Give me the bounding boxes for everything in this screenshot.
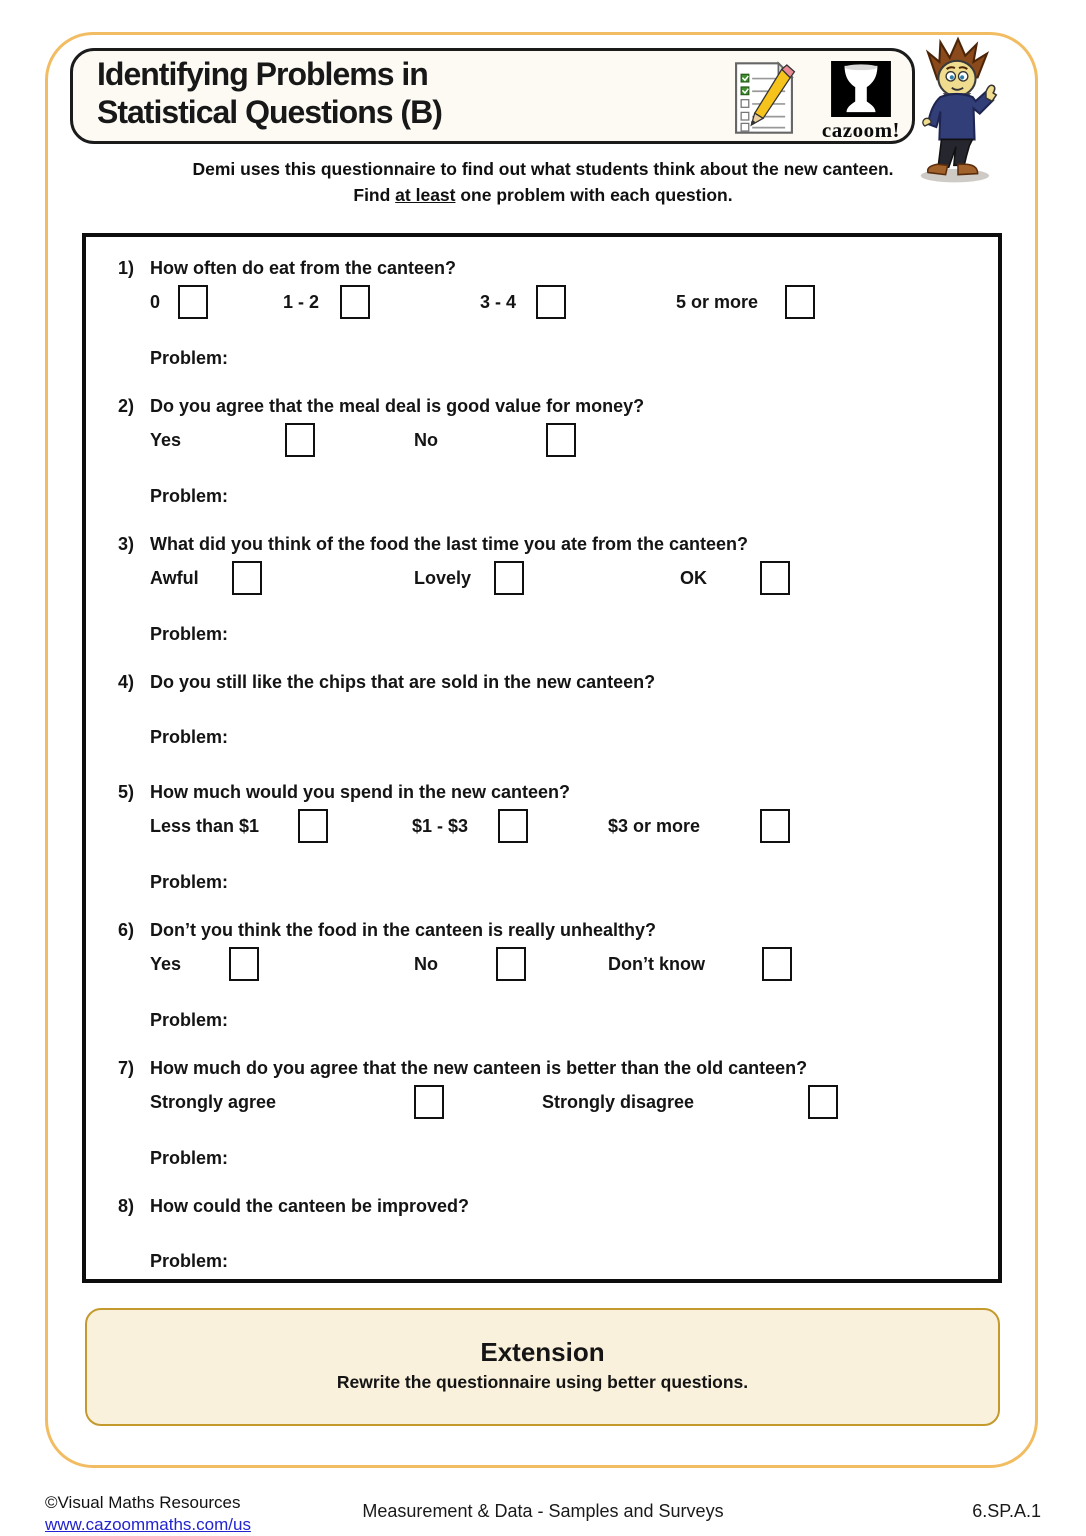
question-8: [118, 1196, 968, 1275]
problem-label: Problem:: [150, 1010, 229, 1030]
extension-text: Rewrite the questionnaire using better questions.: [336, 1372, 749, 1392]
problem-label: Problem:: [150, 624, 229, 644]
option-label: $1 - $3: [412, 816, 469, 836]
option-label: 3 - 4: [480, 292, 517, 312]
question-text: 5) How much would you spend in the new canteen?: [118, 782, 571, 802]
question-number: 1): [118, 258, 135, 278]
instructions-line1: Demi uses this questionnaire to find out what students think about the new canteen.: [192, 159, 894, 179]
option-label: 5 or more: [676, 292, 759, 312]
problem-label: Problem:: [150, 872, 229, 892]
option-checkbox[interactable]: [808, 1085, 838, 1119]
question-text: 3) What did you think of the food the last time you ate from the canteen?: [118, 534, 749, 554]
problem-label: Problem:: [150, 1148, 229, 1168]
page-title-line1: Identifying Problems in: [97, 56, 428, 92]
option-label: Less than $1: [150, 816, 260, 836]
option-checkbox[interactable]: [762, 947, 792, 981]
problem-label: Problem:: [150, 486, 229, 506]
problem-label: Problem:: [150, 348, 229, 368]
question-options: [150, 560, 968, 598]
option-label: Yes: [150, 954, 182, 974]
question-text: 2) Do you agree that the meal deal is good value for money?: [118, 396, 645, 416]
boy-thumbs-up-mascot-illustration: [906, 36, 1010, 186]
question-number: 4): [118, 672, 135, 692]
instructions-line2-underlined: at least: [395, 185, 456, 206]
question-options: [150, 284, 968, 322]
cazoom-drum-logo-icon: [830, 61, 892, 117]
problem-label: Problem:: [150, 727, 229, 747]
option-checkbox[interactable]: [498, 809, 528, 843]
option-checkbox[interactable]: [496, 947, 526, 981]
page-title-line2: Statistical Questions (B): [97, 93, 442, 130]
website-link[interactable]: www.cazoommaths.com/us: [45, 1515, 251, 1535]
question-text: 6) Don’t you think the food in the canteen is really unhealthy?: [118, 920, 657, 940]
option-label: Awful: [150, 568, 199, 588]
question-number: 8): [118, 1196, 135, 1216]
question-3: [118, 534, 968, 648]
title-banner: [70, 48, 915, 144]
extension-box: [85, 1308, 1000, 1426]
question-number: 5): [118, 782, 135, 802]
option-label: $3 or more: [608, 816, 701, 836]
question-6: [118, 920, 968, 1034]
option-checkbox[interactable]: [298, 809, 328, 843]
option-checkbox[interactable]: [229, 947, 259, 981]
option-label: No: [414, 430, 438, 450]
question-1: [118, 258, 968, 372]
standard-code: 6.SP.A.1: [972, 1501, 1041, 1521]
question-5: [118, 782, 968, 896]
option-label: 1 - 2: [283, 292, 320, 312]
option-checkbox[interactable]: [546, 423, 576, 457]
option-checkbox[interactable]: [178, 285, 208, 319]
question-2: [118, 396, 968, 510]
cazoom-brand: [809, 61, 913, 143]
option-checkbox[interactable]: [494, 561, 524, 595]
option-checkbox[interactable]: [536, 285, 566, 319]
option-checkbox[interactable]: [760, 809, 790, 843]
question-7: [118, 1058, 968, 1172]
question-options: [150, 1084, 968, 1122]
instructions: [73, 156, 1013, 209]
instructions-line2: [73, 182, 1013, 208]
option-label: Strongly agree: [150, 1092, 277, 1112]
question-number: 7): [118, 1058, 135, 1078]
option-checkbox[interactable]: [414, 1085, 444, 1119]
extension-title: Extension: [480, 1337, 605, 1367]
option-checkbox[interactable]: [232, 561, 262, 595]
question-options: [150, 946, 968, 984]
option-checkbox[interactable]: [760, 561, 790, 595]
option-checkbox[interactable]: [340, 285, 370, 319]
question-text: 1) How often do eat from the canteen?: [118, 258, 457, 278]
question-text: 8) How could the canteen be improved?: [118, 1196, 470, 1216]
cazoom-brand-text: cazoom!: [821, 118, 901, 142]
question-number: 2): [118, 396, 135, 416]
option-label: No: [414, 954, 438, 974]
option-label: Yes: [150, 430, 182, 450]
option-label: OK: [680, 568, 707, 588]
option-checkbox[interactable]: [785, 285, 815, 319]
instructions-line2-prefix: Find: [353, 185, 396, 206]
footer-topic: Measurement & Data - Samples and Surveys: [362, 1501, 724, 1521]
question-text: 7) How much do you agree that the new canteen is better than the old canteen?: [118, 1058, 808, 1078]
option-label: Lovely: [414, 568, 472, 588]
question-options: [150, 808, 968, 846]
question-options: [150, 422, 968, 460]
page-title: [97, 56, 442, 132]
option-label: Strongly disagree: [542, 1092, 695, 1112]
option-label: 0: [150, 292, 161, 312]
option-checkbox[interactable]: [285, 423, 315, 457]
question-number: 6): [118, 920, 135, 940]
option-label: Don’t know: [608, 954, 705, 974]
question-text: 4) Do you still like the chips that are sold in the new canteen?: [118, 672, 656, 692]
copyright-text: ©Visual Maths Resources: [45, 1493, 241, 1512]
question-number: 3): [118, 534, 135, 554]
question-4: [118, 672, 968, 751]
questionnaire-box: [82, 233, 1002, 1283]
checklist-pencil-icon: [731, 58, 797, 138]
instructions-line2-suffix: one problem with each question.: [455, 185, 733, 206]
problem-label: Problem:: [150, 1251, 229, 1271]
